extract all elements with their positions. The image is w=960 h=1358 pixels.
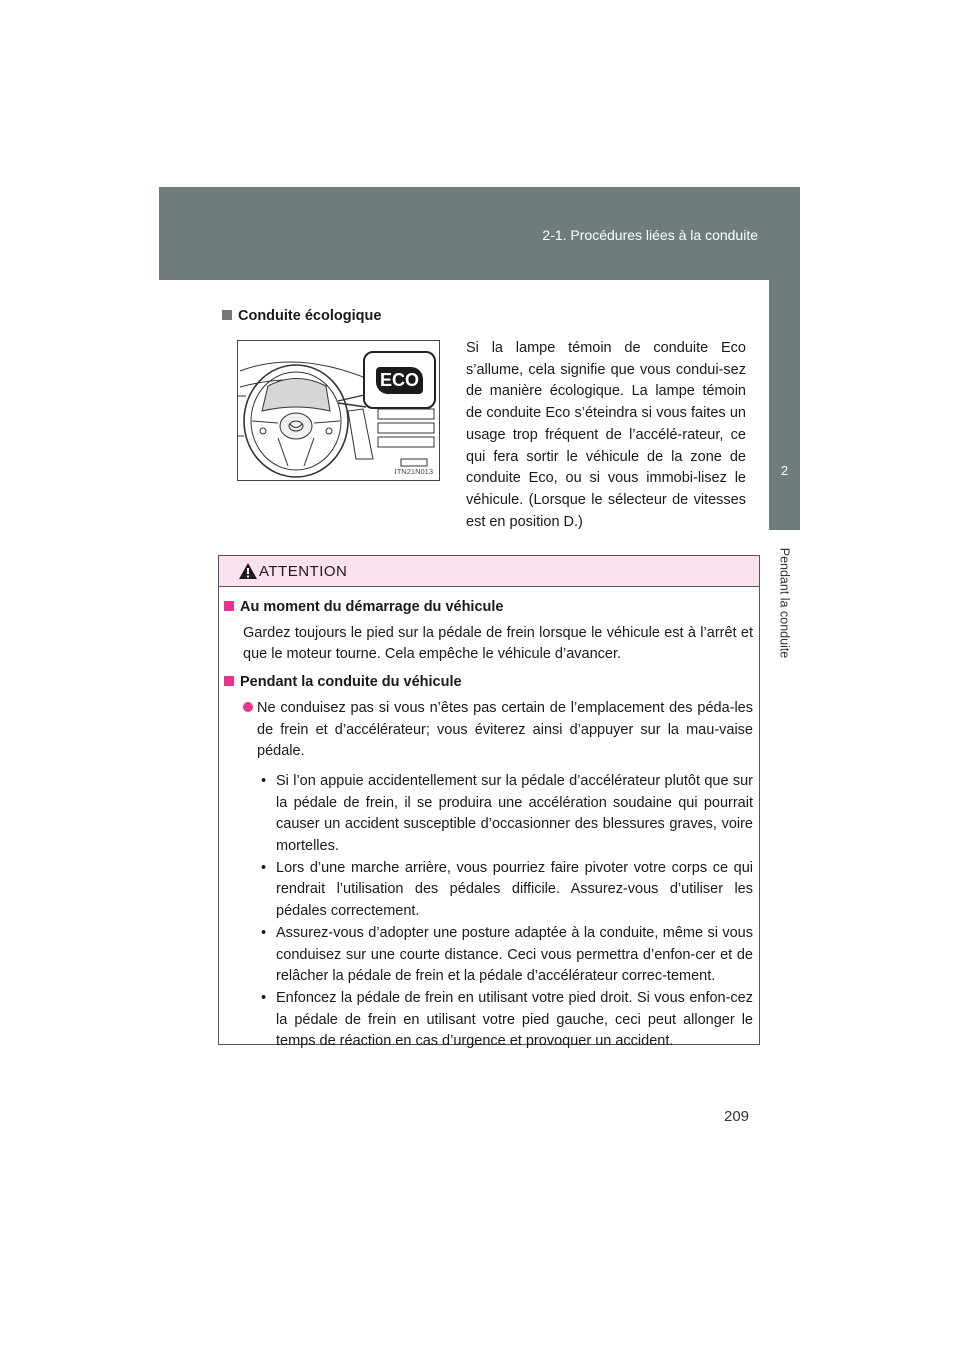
attention-body bbox=[219, 587, 759, 1053]
list-item: • Si l’on appuie accidentellement sur la pédale d’accélérateur plutôt que sur la pédale de frein, il se produira une accélération soudaine qui pourrait causer un accident susceptible d’occasionner des blessures graves, voire mortelles. bbox=[257, 771, 753, 858]
square-bullet-icon bbox=[222, 310, 232, 320]
square-bullet-icon bbox=[224, 601, 234, 611]
list-item: • Enfoncez la pédale de frein en utilisant votre pied droit. Si vous enfon-cez la pédale de frein en utilisant votre pied gauche, ceci peut allonger le temps de réaction en cas d’urgence et provoquer un accident. bbox=[257, 988, 753, 1053]
attention-box bbox=[218, 555, 760, 1050]
circle-bullet-icon bbox=[243, 702, 253, 712]
attention-subheading-start bbox=[224, 597, 753, 619]
attention-point bbox=[243, 698, 753, 763]
chapter-tab bbox=[769, 280, 800, 530]
dashboard-illustration bbox=[237, 340, 440, 481]
section-heading-text: Conduite écologique bbox=[238, 308, 382, 324]
attention-subheading-text: Au moment du démarrage du véhicule bbox=[240, 599, 504, 615]
warning-triangle-icon bbox=[238, 562, 258, 580]
chapter-number: 2 bbox=[780, 463, 789, 478]
section-heading bbox=[222, 308, 381, 324]
eco-callout bbox=[363, 351, 436, 409]
figure-code: ITN21N013 bbox=[394, 467, 433, 476]
page-number: 209 bbox=[724, 1108, 750, 1125]
header-band bbox=[159, 187, 800, 280]
header-section-title: 2-1. Procédures liées à la conduite bbox=[542, 227, 758, 243]
section-description: Si la lampe témoin de conduite Eco s’allume, cela signifie que vous condui-sez de manière écologique. La lampe témoin de conduite Eco s’éteindra si vous faites un usage trop fréquent de l’accélé-rateur, ce qui fera sortir le véhicule de la zone de conduite Eco, ou si vous immobi-lisez le véhicule. (Lorsque le sélecteur de vitesses est en position D.) bbox=[466, 340, 746, 530]
attention-subheading-driving bbox=[224, 672, 753, 694]
list-item: • Lors d’une marche arrière, vous pourriez faire pivoter votre corps ce qui rendrait l’utilisation des pédales difficile. Assurez-vous d’utiliser les pédales correctement. bbox=[257, 858, 753, 923]
list-item: • Assurez-vous d’adopter une posture adaptée à la conduite, même si vous conduisez sur une courte distance. Ceci vous permettra d’enfon-cer et de relâcher la pédale de frein et la pédale d’accélérateur correc-tement. bbox=[257, 923, 753, 988]
square-bullet-icon bbox=[224, 676, 234, 686]
chapter-label-container bbox=[769, 538, 800, 668]
attention-point-text: Ne conduisez pas si vous n’êtes pas certain de l’emplacement des péda-les de frein et d’accélérateur; vous éviterez ainsi d’appuyer sur la mau-vaise pédale. bbox=[257, 699, 753, 760]
attention-subheading-text: Pendant la conduite du véhicule bbox=[240, 674, 462, 691]
attention-bullet-list bbox=[257, 771, 753, 1053]
chapter-label: Pendant la conduite bbox=[777, 547, 792, 659]
attention-paragraph: Gardez toujours le pied sur la pédale de frein lorsque le véhicule est à l’arrêt et que le moteur tourne. Cela empêche le véhicule d’avancer. bbox=[243, 624, 753, 663]
eco-indicator-icon: ECO bbox=[376, 367, 423, 394]
attention-header bbox=[219, 556, 759, 587]
attention-title: ATTENTION bbox=[259, 563, 348, 580]
